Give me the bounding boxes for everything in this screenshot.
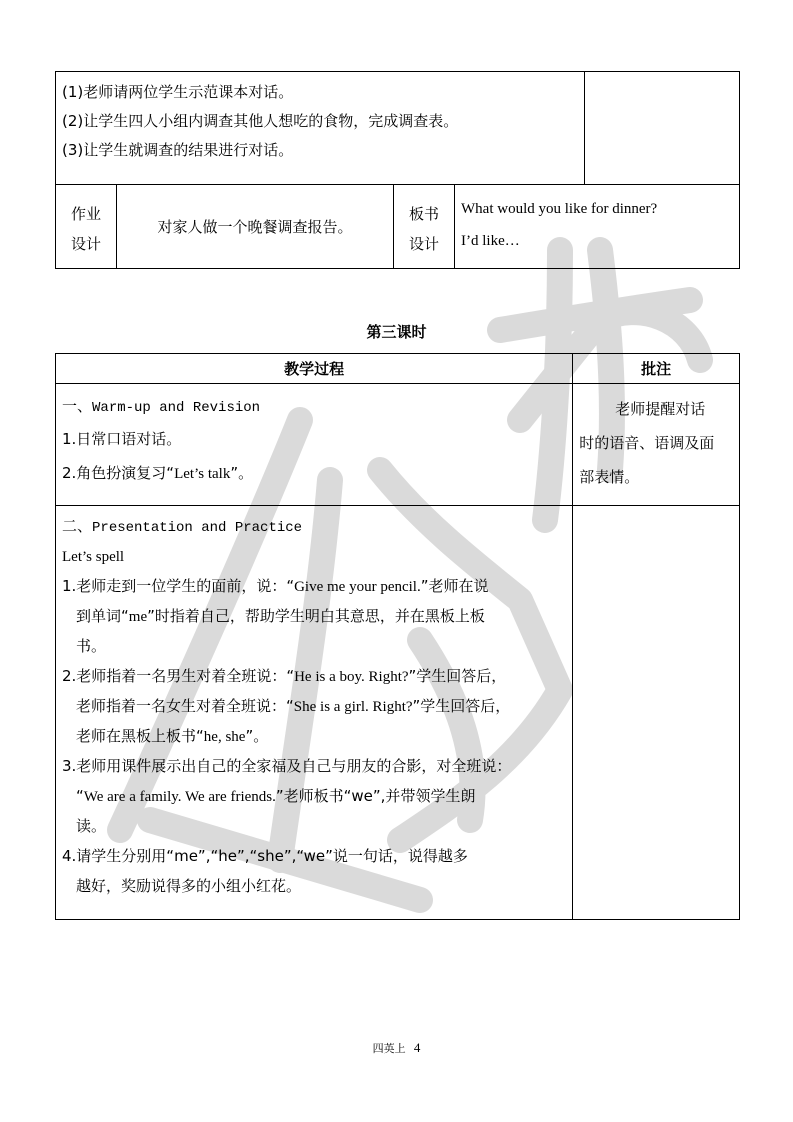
section2-item2-line-3-pre: 老师在黑板上板书“ <box>76 727 204 745</box>
section1-item2-post: ”。 <box>230 464 254 482</box>
section2-item3-line-2-pre: “ <box>76 787 84 805</box>
section2-item1-line-2 <box>62 602 572 632</box>
notes2-cell <box>573 506 740 920</box>
step-1: (1)老师请两位学生示范课本对话。 <box>62 83 294 101</box>
section2-item2-line-2-post: ”学生回答后， <box>412 697 511 715</box>
section2-heading <box>62 512 572 542</box>
notes1-line-3: 部表情。 <box>579 468 640 486</box>
section2-item3-line-1-pre: 3.老师用课件展示出自己的全家福及自己与朋友的合影，对全班说： <box>62 757 512 775</box>
header-notes-cell <box>573 354 740 384</box>
section2-item2-line-1-pre: 2.老师指着一名男生对着全班说：“ <box>62 667 295 685</box>
section2-item4-line-2-pre: 越好，奖励说得多的小组小红花。 <box>76 877 302 895</box>
header-process-cell <box>56 354 573 384</box>
section1-item1: 1.日常口语对话。 <box>62 430 182 448</box>
page-footer <box>0 1040 793 1056</box>
section2-items <box>62 572 572 902</box>
section2-item4-line-2 <box>62 872 572 902</box>
homework-label-2: 设计 <box>70 235 101 253</box>
section2-item1-line-1-post: ”老师在说 <box>420 577 489 595</box>
section2-subtitle: Let’s spell <box>62 549 125 565</box>
homework-label-1: 作业 <box>70 205 101 223</box>
section2-item3-line-3 <box>62 812 572 842</box>
steps-cell <box>56 72 585 185</box>
section1-item2-en: Let’s talk <box>174 466 231 482</box>
lesson-table <box>55 353 740 920</box>
section2-item4-line-1 <box>62 842 572 872</box>
notes1-line-1: 老师提醒对话 <box>615 400 706 418</box>
section1-heading-text: Warm-up and Revision <box>92 400 261 416</box>
header-notes: 批注 <box>641 360 672 378</box>
section2-item2-line-1 <box>62 662 572 692</box>
section2-item3-line-2-en: We are a family. We are friends. <box>83 789 276 805</box>
section1-item2-pre: 2.角色扮演复习“ <box>62 464 175 482</box>
notes1-line-2: 时的语音、语调及面 <box>579 434 715 452</box>
section2-heading-text: Presentation and Practice <box>92 520 303 536</box>
section1-heading-num: 一、 <box>62 397 93 415</box>
section2-item2-line-2 <box>62 692 572 722</box>
section2-item2-line-3-post: ”。 <box>245 727 269 745</box>
section2-item2-line-1-en: He is a boy. Right? <box>294 669 409 685</box>
footer-label: 四英上 <box>372 1043 406 1055</box>
board-line-2: I’d like… <box>461 233 520 249</box>
board-label-2: 设计 <box>408 235 439 253</box>
homework-label-cell <box>56 185 117 269</box>
section2-item3-line-1 <box>62 752 572 782</box>
top-table <box>55 71 740 269</box>
board-label-1: 板书 <box>408 205 439 223</box>
step-3: (3)让学生就调查的结果进行对话。 <box>62 141 294 159</box>
section2-heading-num: 二、 <box>62 517 93 535</box>
section2-item3-line-3-pre: 读。 <box>76 817 107 835</box>
section1-item2 <box>62 456 572 491</box>
section2-item1-line-1-pre: 1.老师走到一位学生的面前，说：“ <box>62 577 295 595</box>
section2-item2-line-2-pre: 老师指着一名女生对着全班说：“ <box>76 697 294 715</box>
section2-item4-line-1-pre: 4.请学生分别用“me”,“he”,“she”,“we”说一句话，说得越多 <box>62 847 468 865</box>
section2-cell <box>56 506 573 920</box>
section2-item2-line-3 <box>62 722 572 752</box>
notes1-cell <box>573 384 740 506</box>
section2-item2-line-3-en: he, she <box>203 729 246 745</box>
section2-item2-line-1-post: ”学生回答后， <box>408 667 507 685</box>
section2-item3-line-2-post: ”老师板书“we”,并带领学生朗 <box>275 787 476 805</box>
footer-page: 4 <box>413 1040 421 1055</box>
section1-cell <box>56 384 573 506</box>
board-line-1: What would you like for dinner? <box>461 201 658 217</box>
section1-heading <box>62 392 572 422</box>
lesson-title: 第三课时 <box>366 323 427 341</box>
section2-item1-line-2-pre: 到单词“ <box>76 607 129 625</box>
board-label-cell <box>394 185 455 269</box>
homework-text: 对家人做一个晚餐调查报告。 <box>157 217 353 236</box>
section2-item1-line-2-post: ”时指着自己，帮助学生明白其意思，并在黑板上板 <box>147 607 485 625</box>
step-2: (2)让学生四人小组内调查其他人想吃的食物，完成调查表。 <box>62 112 459 130</box>
section2-item1-line-2-en: me <box>128 609 148 625</box>
homework-text-cell <box>117 185 394 269</box>
section2-item1-line-3-pre: 书。 <box>76 637 107 655</box>
section2-item3-line-2 <box>62 782 572 812</box>
board-content-cell <box>455 185 740 269</box>
section2-item1-line-1 <box>62 572 572 602</box>
section2-item1-line-1-en: Give me your pencil. <box>294 579 421 595</box>
header-process: 教学过程 <box>284 360 345 378</box>
section2-item2-line-2-en: She is a girl. Right? <box>293 699 413 715</box>
notes-cell-empty <box>585 72 740 185</box>
section2-item1-line-3 <box>62 632 572 662</box>
